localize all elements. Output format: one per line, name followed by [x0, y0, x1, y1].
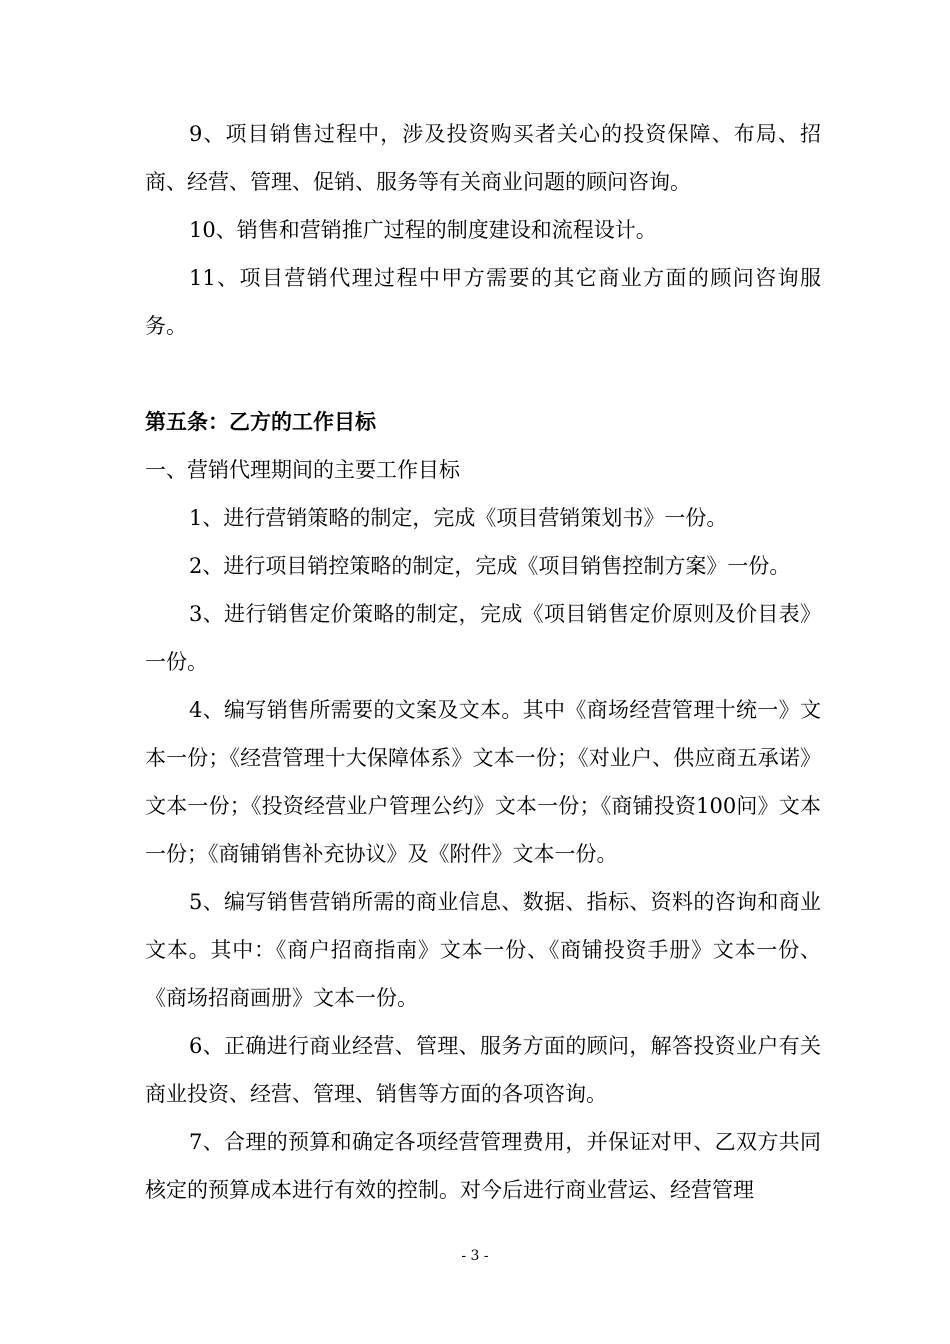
page-number: - 3 - [461, 1248, 489, 1264]
paragraph-item-9: 9、项目销售过程中，涉及投资购买者关心的投资保障、布局、招商、经营、管理、促销、服务等有关商业问题的顾问咨询。 [145, 122, 821, 194]
goal-item-5: 5、编写销售营销所需的商业信息、数据、指标、资料的咨询和商业文本。其中：《商户招商指南》文本一份、《商铺投资手册》文本一份、《商场招商画册》文本一份。 [145, 890, 821, 1010]
goal-item-1: 1、进行营销策略的制定，完成《项目营销策划书》一份。 [189, 506, 728, 530]
paragraph-item-10: 10、销售和营销推广过程的制度建设和流程设计。 [189, 218, 657, 242]
subheading: 一、营销代理期间的主要工作目标 [145, 458, 460, 482]
goal-item-4: 4、编写销售所需要的文案及文本。其中《商场经营管理十统一》文本一份；《经营管理十大保障体系》文本一份；《对业户、供应商五承诺》文本一份；《投资经营业户管理公约》文本一份；《商铺投资100问》文本一份；《商铺销售补充协议》及《附件》文本一份。 [145, 698, 821, 866]
goal-item-6: 6、正确进行商业经营、管理、服务方面的顾问，解答投资业户有关商业投资、经营、管理、销售等方面的各项咨询。 [145, 1034, 821, 1106]
paragraph-item-11: 11、项目营销代理过程中甲方需要的其它商业方面的顾问咨询服务。 [145, 266, 821, 338]
section-heading: 第五条：乙方的工作目标 [145, 410, 376, 434]
goal-item-3: 3、进行销售定价策略的制定，完成《项目销售定价原则及价目表》一份。 [145, 602, 821, 674]
section-spacer [145, 350, 821, 398]
goal-item-7: 7、合理的预算和确定各项经营管理费用，并保证对甲、乙双方共同核定的预算成本进行有效的控制。对今后进行商业营运、经营管理 [145, 1130, 821, 1202]
document-body [145, 110, 821, 1214]
goal-item-2: 2、进行项目销控策略的制定，完成《项目销售控制方案》一份。 [189, 554, 791, 578]
